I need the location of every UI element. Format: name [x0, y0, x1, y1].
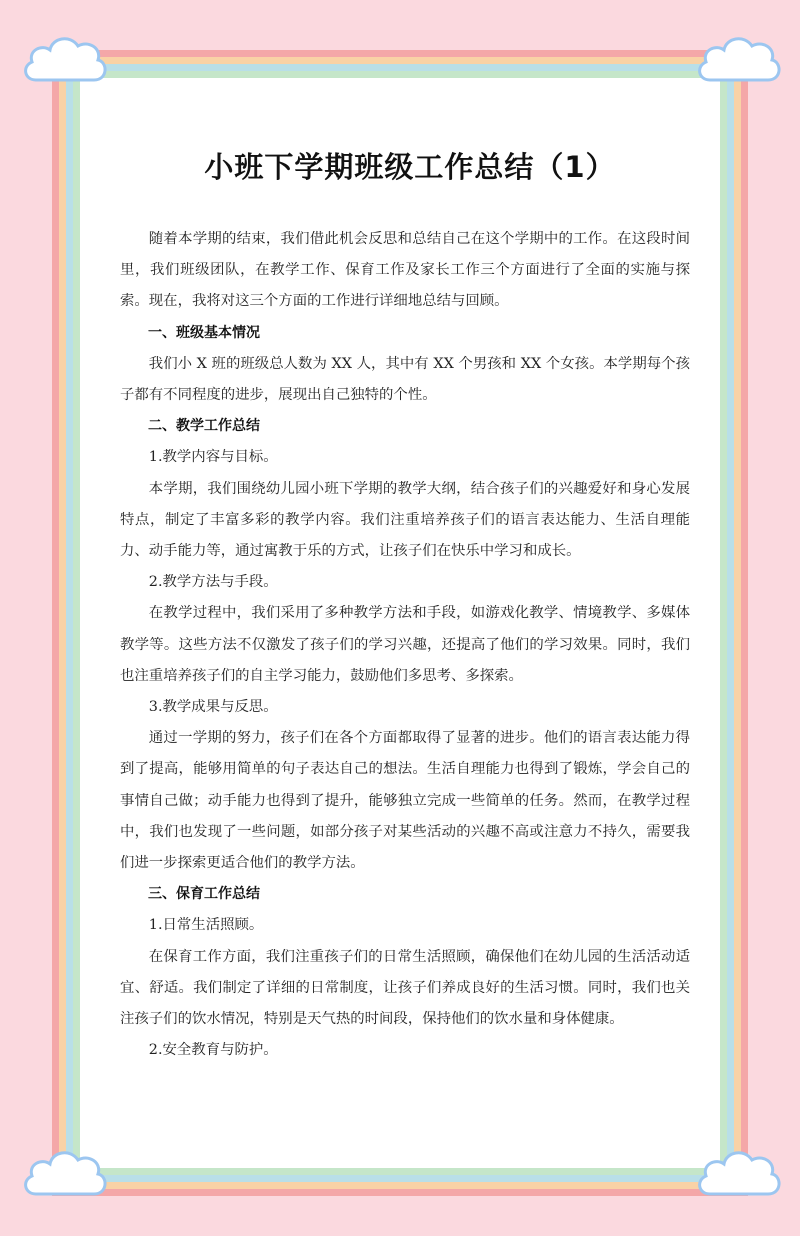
cloud-icon	[18, 1142, 110, 1204]
teaching-item-2-label: 2.教学方法与手段。	[148, 574, 278, 591]
cloud-icon	[18, 28, 110, 90]
section-heading-basic-info: 一、班级基本情况	[148, 324, 260, 341]
intro-paragraph: 随着本学期的结束，我们借此机会反思和总结自己在这个学期中的工作。在这段时间里，我们班级团队，在教学工作、保育工作及家长工作三个方面进行了全面的实施与探索。现在，我将对这三个方面的工作进行详细地总结与回顾。	[120, 231, 690, 310]
cloud-icon	[692, 1142, 784, 1204]
section-basic-info-body: 我们小 X 班的班级总人数为 XX 人，其中有 XX 个男孩和 XX 个女孩。本学期每个孩子都有不同程度的进步，展现出自己独特的个性。	[120, 355, 690, 404]
section-heading-teaching: 二、教学工作总结	[148, 418, 260, 435]
teaching-item-1-body: 本学期，我们围绕幼儿园小班下学期的教学大纲，结合孩子们的兴趣爱好和身心发展特点，制定了丰富多彩的教学内容。我们注重培养孩子们的语言表达能力、生活自理能力、动手能力等，通过寓教于乐的方式，让孩子们在快乐中学习和成长。	[120, 480, 690, 560]
teaching-item-1-label: 1.教学内容与目标。	[148, 449, 278, 466]
teaching-item-3-body: 通过一学期的努力，孩子们在各个方面都取得了显著的进步。他们的语言表达能力得到了提高，能够用简单的句子表达自己的想法。生活自理能力也得到了锻炼，学会自己的事情自己做；动手能力也得到了提升，能够独立完成一些简单的任务。然而，在教学过程中，我们也发现了一些问题，如部分孩子对某些活动的兴趣不高或注意力不持久，需要我们进一步探索更适合他们的教学方法。	[120, 730, 690, 872]
care-item-2-label: 2.安全教育与防护。	[148, 1042, 278, 1059]
page-title: 小班下学期班级工作总结（1）	[204, 150, 616, 184]
cloud-icon	[692, 28, 784, 90]
teaching-item-3-label: 3.教学成果与反思。	[148, 699, 278, 716]
teaching-item-2-body: 在教学过程中，我们采用了多种教学方法和手段，如游戏化教学、情境教学、多媒体教学等。这些方法不仅激发了孩子们的学习兴趣，还提高了他们的学习效果。同时，我们也注重培养孩子们的自主学习能力，鼓励他们多思考、多探索。	[120, 605, 690, 684]
care-item-1-body: 在保育工作方面，我们注重孩子们的日常生活照顾，确保他们在幼儿园的生活活动适宜、舒适。我们制定了详细的日常制度，让孩子们养成良好的生活习惯。同时，我们也关注孩子们的饮水情况，特别是天气热的时间段，保持他们的饮水量和身体健康。	[120, 948, 690, 1028]
care-item-1-label: 1.日常生活照顾。	[148, 917, 264, 934]
document-body	[120, 140, 690, 1066]
section-heading-care: 三、保育工作总结	[148, 886, 260, 903]
